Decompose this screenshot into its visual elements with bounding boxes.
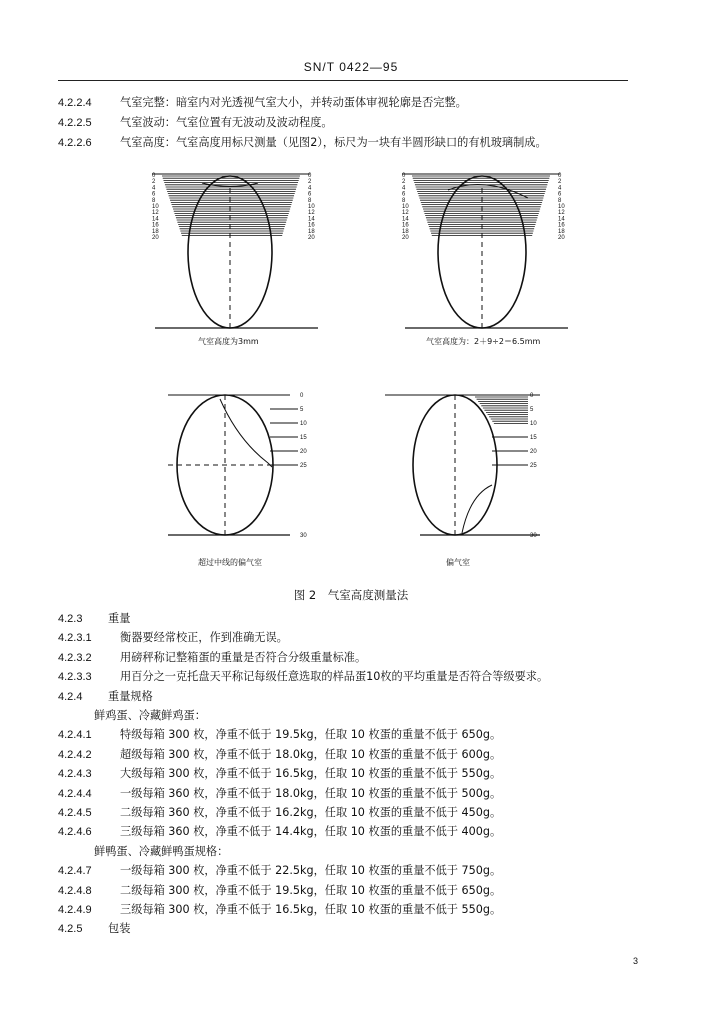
scale-tick-label: 0 <box>308 173 312 179</box>
clause-number: 4.2.4.6 <box>58 826 92 839</box>
page-number: 3 <box>632 956 638 966</box>
scale-tick-label: 12 <box>308 210 315 217</box>
scale-tick-label: 4 <box>152 185 156 192</box>
scale-tick-label: 2 <box>152 179 156 186</box>
scale-tick-label: 2 <box>558 179 562 186</box>
clause-number: 4.2.3 <box>58 613 83 625</box>
clause-line <box>58 922 130 936</box>
scale-tick-label: 16 <box>308 222 315 229</box>
clause-line <box>58 136 547 150</box>
clause-line <box>58 884 501 898</box>
scale-tick-label: 8 <box>402 197 406 204</box>
scale-tick-label: 20 <box>300 449 307 455</box>
scale-tick-label: 12 <box>402 210 409 217</box>
scale-tick-label: 12 <box>558 210 565 217</box>
clause-text: 包装 <box>108 922 131 936</box>
scale-tick-label: 25 <box>300 463 307 469</box>
clause-text: 重量 <box>108 612 131 625</box>
scale-tick-label: 18 <box>308 228 315 235</box>
scale-tick-label: 16 <box>402 222 409 229</box>
clause-number: 4.2.4.7 <box>58 865 92 878</box>
panel-2-caption: 气室高度为：2＋9÷2＝6.5mm <box>426 337 541 346</box>
scale-tick-label: 18 <box>558 228 565 235</box>
clause-line <box>58 651 366 665</box>
panel-4-caption: 偏气室 <box>446 558 470 567</box>
scale-tick-label: 16 <box>152 222 159 229</box>
scale-tick-label: 20 <box>402 235 409 241</box>
clause-text: 三级每箱 360 枚，净重不低于 14.4kg，任取 10 枚蛋的重量不低于 400g。 <box>120 825 502 839</box>
clause-line <box>58 728 501 742</box>
scale-tick-label: 0 <box>402 173 406 179</box>
clause-line <box>58 670 548 684</box>
scale-tick-label: 0 <box>152 173 156 179</box>
clause-number: 4.2.3.2 <box>58 651 92 664</box>
scale-tick-label: 6 <box>152 191 156 198</box>
clause-line <box>58 825 501 839</box>
scale-tick-label: 4 <box>558 185 562 192</box>
scale-tick-label: 5 <box>300 407 304 413</box>
scale-tick-label: 8 <box>152 197 156 204</box>
scale-tick-label: 14 <box>402 216 409 223</box>
scale-tick-label: 12 <box>152 210 159 217</box>
header-rule <box>58 80 628 81</box>
clause-text: 三级每箱 300 枚，净重不低于 16.5kg，任取 10 枚蛋的重量不低于 550g。 <box>120 903 502 916</box>
clause-text: 一级每箱 360 枚，净重不低于 18.0kg，任取 10 枚蛋的重量不低于 500g。 <box>120 786 502 800</box>
clause-line <box>58 767 501 781</box>
clause-number: 4.2.2.6 <box>58 137 92 149</box>
scale-tick-label: 0 <box>558 173 562 179</box>
clause-text: 气室高度：气室高度用标尺测量（见图2），标尺为一块有半圆形缺口的有机玻璃制成。 <box>120 136 547 149</box>
clause-line <box>58 690 153 704</box>
clause-number: 4.2.4.1 <box>58 729 92 742</box>
scale-tick-label: 30 <box>300 533 307 539</box>
panel-1-caption: 气室高度为3mm <box>198 337 259 346</box>
scale-tick-label: 20 <box>152 235 159 241</box>
clause-line <box>58 806 501 820</box>
clause-number: 4.2.3.1 <box>58 632 92 645</box>
clause-line <box>94 845 228 859</box>
scale-tick-label: 10 <box>558 204 565 210</box>
clause-line <box>58 631 288 645</box>
scale-tick-label: 10 <box>308 204 315 210</box>
figure-panel-4 <box>380 385 560 567</box>
figure-panel-3 <box>150 385 330 567</box>
egg-diagram-1 <box>140 160 340 345</box>
scale-tick-label: 14 <box>558 216 565 223</box>
scale-tick-label: 30 <box>530 533 537 539</box>
clause-line <box>58 787 501 801</box>
clause-number: 4.2.4.3 <box>58 768 92 781</box>
egg-diagram-2 <box>390 160 590 345</box>
clause-number: 4.2.2.4 <box>58 97 92 109</box>
clause-number: 4.2.4 <box>58 690 83 703</box>
scale-tick-label: 10 <box>402 204 409 210</box>
clause-line <box>58 612 130 626</box>
clause-text: 鲜鸭蛋、冷藏鲜鸭蛋规格： <box>94 844 229 858</box>
scale-tick-label: 20 <box>308 235 315 241</box>
clause-line <box>94 709 206 723</box>
scale-tick-label: 20 <box>530 449 537 455</box>
clause-line <box>58 748 501 762</box>
scale-tick-label: 4 <box>308 185 312 192</box>
clause-line <box>58 903 501 917</box>
clause-text: 气室波动：气室位置有无波动及波动程度。 <box>120 116 333 129</box>
scale-tick-label: 10 <box>530 421 537 427</box>
scale-tick-label: 8 <box>308 197 312 204</box>
clause-line <box>58 864 501 878</box>
clause-text: 气室完整：暗室内对光透视气室大小，并转动蛋体审视轮廓是否完整。 <box>120 96 467 109</box>
panel-3-caption: 超过中线的偏气室 <box>198 558 262 567</box>
scale-tick-label: 2 <box>308 179 312 186</box>
egg-diagram-3 <box>150 385 330 550</box>
clause-line <box>58 116 333 130</box>
scale-tick-label: 10 <box>300 421 307 427</box>
clause-text: 大级每箱 300 枚，净重不低于 16.5kg，任取 10 枚蛋的重量不低于 550g。 <box>120 767 502 781</box>
scale-tick-label: 5 <box>530 407 534 413</box>
clause-number: 4.2.4.4 <box>58 787 92 800</box>
figure-panel-2 <box>390 160 590 345</box>
scale-tick-label: 6 <box>402 191 406 198</box>
scale-tick-label: 0 <box>530 393 534 399</box>
clause-number: 4.2.2.5 <box>58 117 92 129</box>
clause-text: 鲜鸡蛋、冷藏鲜鸡蛋： <box>94 709 206 722</box>
clause-number: 4.2.4.8 <box>58 884 92 897</box>
scale-tick-label: 16 <box>558 222 565 229</box>
scale-tick-label: 4 <box>402 185 406 192</box>
clause-text: 重量规格 <box>108 689 153 703</box>
clause-text: 二级每箱 360 枚，净重不低于 16.2kg，任取 10 枚蛋的重量不低于 450g。 <box>120 806 502 819</box>
clause-number: 4.2.4.2 <box>58 748 92 761</box>
clause-text: 用百分之一克托盘天平称记每级任意选取的样品蛋10枚的平均重量是否符合等级要求。 <box>120 670 549 684</box>
clause-line <box>58 96 467 110</box>
clause-text: 一级每箱 300 枚，净重不低于 22.5kg，任取 10 枚蛋的重量不低于 750g。 <box>120 864 502 878</box>
scale-tick-label: 2 <box>402 179 406 186</box>
egg-diagram-4 <box>380 385 560 550</box>
scale-tick-label: 20 <box>558 235 565 241</box>
clause-number: 4.2.3.3 <box>58 671 92 684</box>
clause-number: 4.2.4.5 <box>58 807 92 819</box>
clause-text: 用磅秤称记整箱蛋的重量是否符合分级重量标准。 <box>120 650 367 664</box>
scale-tick-label: 14 <box>308 216 315 223</box>
scale-tick-label: 14 <box>152 216 159 223</box>
document-header: SN/T 0422—95 <box>303 60 399 74</box>
scale-tick-label: 0 <box>300 393 304 399</box>
clause-text: 超级每箱 300 枚，净重不低于 18.0kg，任取 10 枚蛋的重量不低于 600g。 <box>120 747 502 761</box>
scale-tick-label: 6 <box>308 191 312 198</box>
figure-panel-1 <box>140 160 340 345</box>
scale-tick-label: 10 <box>152 204 159 210</box>
clause-text: 特级每箱 300 枚，净重不低于 19.5kg，任取 10 枚蛋的重量不低于 650g。 <box>120 728 502 742</box>
scale-tick-label: 25 <box>530 463 537 469</box>
scale-tick-label: 18 <box>152 228 159 235</box>
figure-title: 图 2 气室高度测量法 <box>293 588 409 602</box>
scale-tick-label: 6 <box>558 191 562 198</box>
scale-tick-label: 15 <box>300 435 307 441</box>
scale-tick-label: 15 <box>530 435 537 441</box>
clause-text: 二级每箱 300 枚，净重不低于 19.5kg，任取 10 枚蛋的重量不低于 650g。 <box>120 883 502 897</box>
scale-tick-label: 18 <box>402 228 409 235</box>
clause-number: 4.2.4.9 <box>58 904 92 916</box>
scale-tick-label: 8 <box>558 197 562 204</box>
clause-number: 4.2.5 <box>58 923 83 936</box>
clause-text: 衡器要经常校正，作到准确无误。 <box>120 631 288 645</box>
